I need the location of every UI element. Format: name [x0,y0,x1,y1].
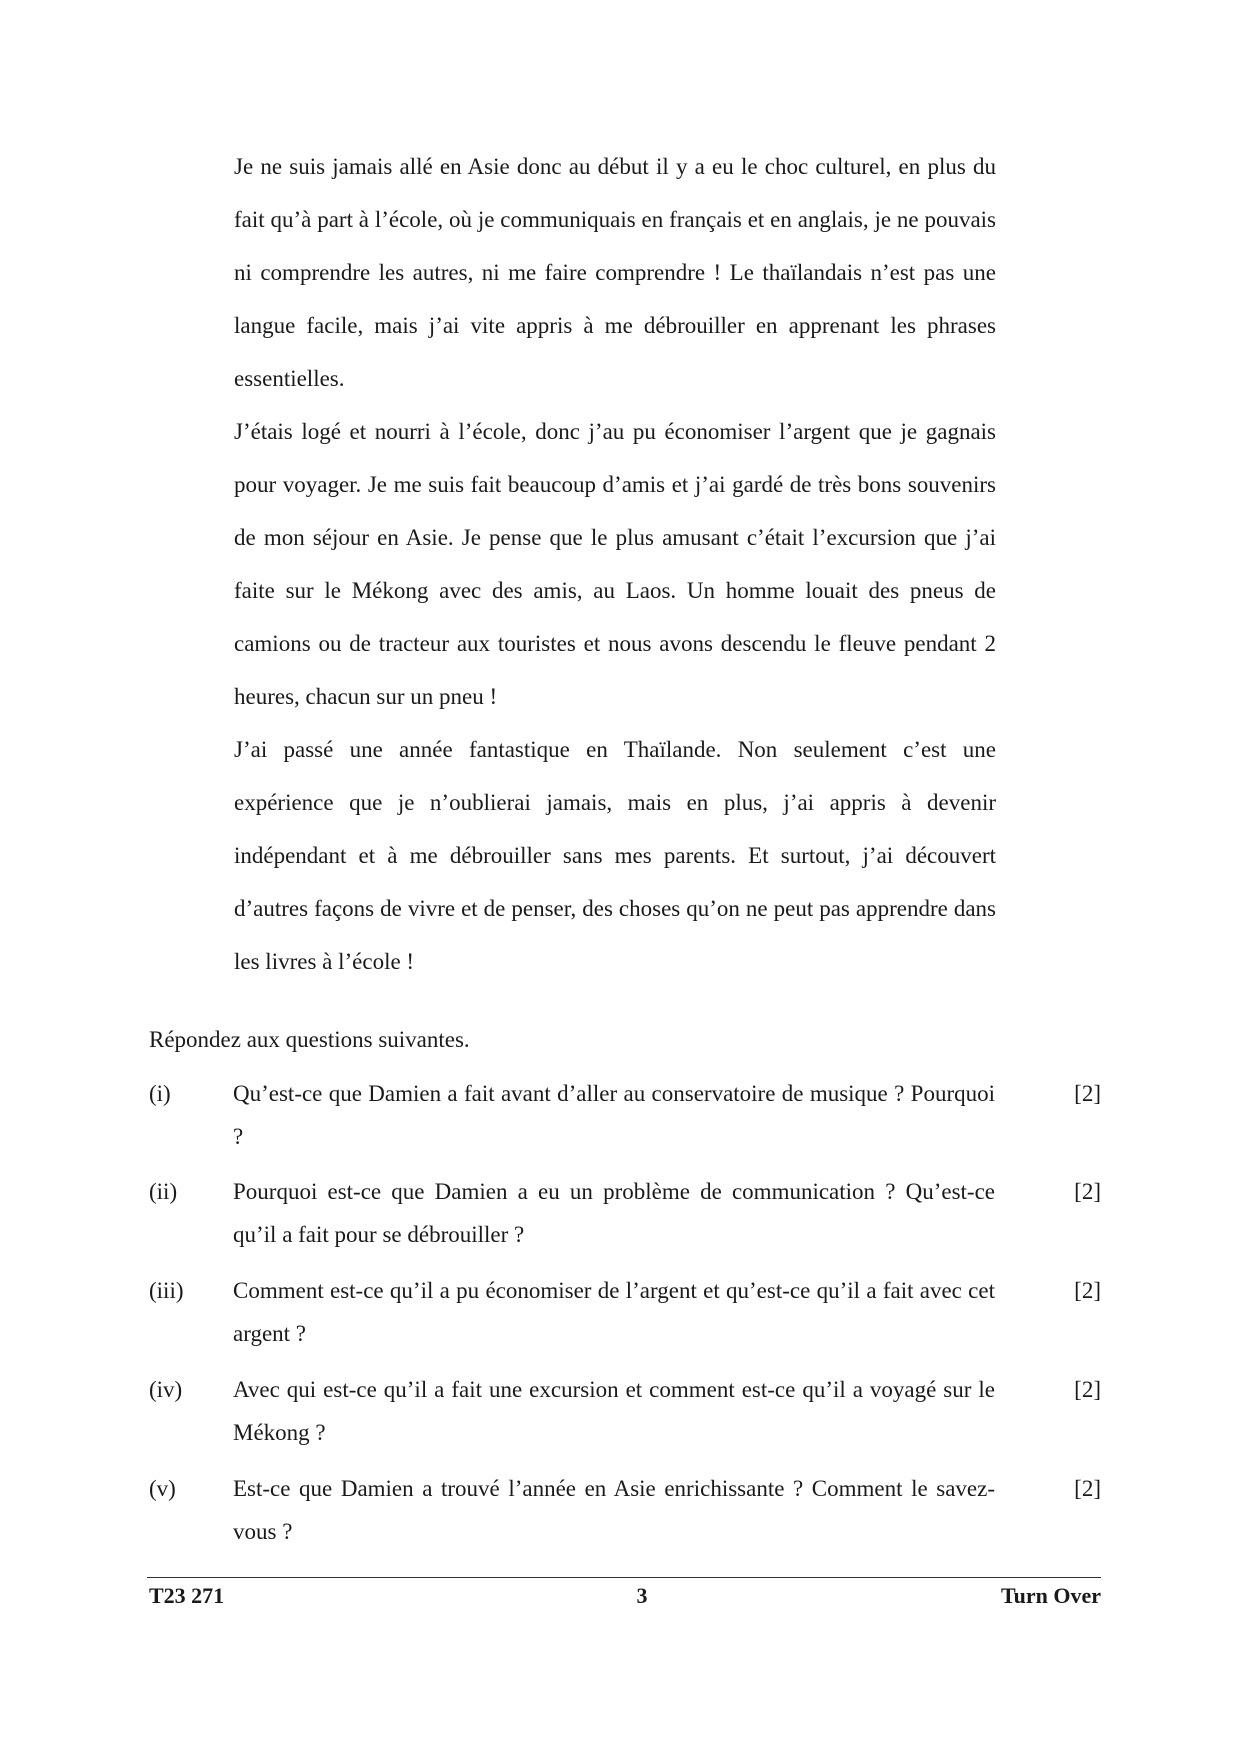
question-number: (i) [149,1081,171,1106]
passage-paragraph-3: J’ai passé une année fantastique en Thaïlande. Non seulement c’est une expérience que je n’oublierai jamais, mais en plus, j’ai appris à devenir indépendant et à me débrouiller sans mes parents. Et surtout, j’ai découvert d’autres façons de vivre et de penser, des choses qu’on ne peut pas apprendre dans les livres à l’école ! [234,737,996,974]
reading-passage [234,140,996,988]
question-instruction: Répondez aux questions suivantes. [149,1027,470,1052]
question-marks: [2] [1074,1179,1101,1204]
question-marks: [2] [1074,1476,1101,1501]
question-marks: [2] [1074,1377,1101,1402]
question-text: Comment est-ce qu’il a pu économiser de l’argent et qu’est-ce qu’il a fait avec cet argent ? [233,1278,995,1346]
turn-over-label: Turn Over [1000,1583,1101,1608]
page-number: 3 [636,1583,648,1608]
passage-paragraph-1: Je ne suis jamais allé en Asie donc au début il y a eu le choc culturel, en plus du fait qu’à part à l’école, où je communiquais en français et en anglais, je ne pouvais ni comprendre les autres, ni me faire comprendre ! Le thaïlandais n’est pas une langue facile, mais j’ai vite appris à me débrouiller en apprenant les phrases essentielles. [234,154,996,391]
question-marks: [2] [1074,1081,1101,1106]
paper-code: T23 271 [149,1583,225,1608]
question-text: Est-ce que Damien a trouvé l’année en Asie enrichissante ? Comment le savez-vous ? [233,1476,995,1544]
question-marks: [2] [1074,1278,1101,1303]
passage-paragraph-2: J’étais logé et nourri à l’école, donc j’au pu économiser l’argent que je gagnais pour voyager. Je me suis fait beaucoup d’amis et j’ai gardé de très bons souvenirs de mon séjour en Asie. Je pense que le plus amusant c’était l’excursion que j’ai faite sur le Mékong avec des amis, au Laos. Un homme louait des pneus de camions ou de tracteur aux touristes et nous avons descendu le fleuve pendant 2 heures, chacun sur un pneu ! [234,419,996,709]
question-text: Avec qui est-ce qu’il a fait une excursion et comment est-ce qu’il a voyagé sur le Mékong ? [233,1377,995,1445]
question-number: (ii) [149,1179,178,1204]
question-number: (iii) [149,1278,184,1303]
question-number: (v) [149,1476,176,1501]
question-number: (iv) [149,1377,183,1402]
question-text: Pourquoi est-ce que Damien a eu un problème de communication ? Qu’est-ce qu’il a fait pour se débrouiller ? [233,1179,995,1247]
question-text: Qu’est-ce que Damien a fait avant d’aller au conservatoire de musique ? Pourquoi ? [233,1081,995,1149]
footer-divider [147,1577,1101,1578]
